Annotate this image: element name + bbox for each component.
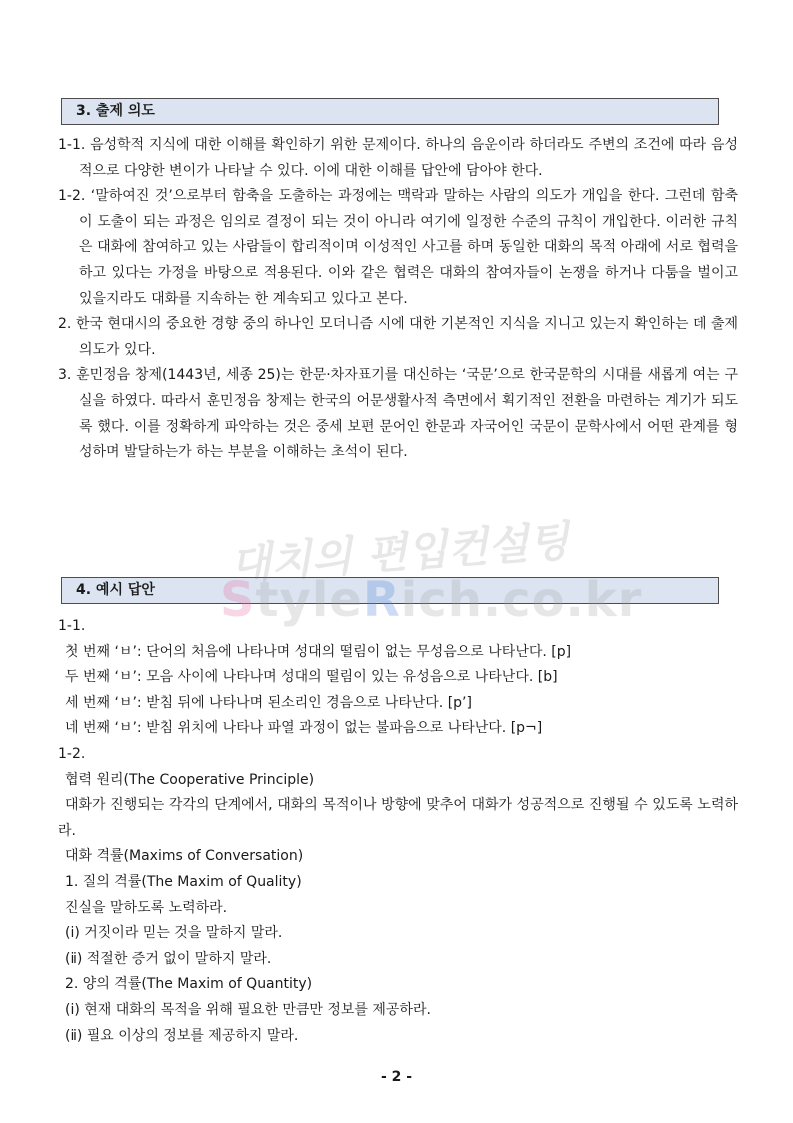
watermark-letter: S — [220, 572, 256, 628]
answer-line: 첫 번째 ‘ㅂ’: 단어의 처음에 나타나며 성대의 떨림이 없는 무성음으로 나타난다. [p] — [65, 643, 572, 660]
watermark-text: ich.co.kr — [400, 572, 643, 628]
watermark-letter: R — [362, 572, 401, 628]
intent-item: 2. 한국 현대시의 중요한 경향 중의 하나인 모더니즘 시에 대한 기본적인 지식을 지니고 있는지 확인하는 데 출제 의도가 있다. — [58, 316, 738, 358]
maxims-title: 대화 격률(Maxims of Conversation) — [65, 848, 304, 865]
section-header-intent — [61, 98, 719, 125]
maxim-line: 진실을 말하도록 노력하라. — [65, 899, 228, 916]
maxim-title: 1. 질의 격률(The Maxim of Quality) — [65, 873, 302, 890]
answer-label: 1-1. — [58, 618, 86, 634]
answer-line: 세 번째 ‘ㅂ’: 받침 뒤에 나타나며 된소리인 경음으로 나타난다. [p’] — [65, 694, 472, 711]
answer-body — [58, 614, 738, 1049]
answer-line: 두 번째 ‘ㅂ’: 모음 사이에 나타나며 성대의 떨림이 있는 유성음으로 나타난다. [b] — [65, 669, 558, 686]
section-title: 4. 예시 답안 — [76, 582, 155, 598]
section-header-answer — [61, 577, 719, 604]
intent-item: 1-1. 음성학적 지식에 대한 이해를 확인하기 위한 문제이다. 하나의 음운이라 하더라도 주변의 조건에 따라 음성적으로 다양한 변이가 나타날 수 있다. 이에 대한 이해를 답안에 담아야 한다. — [58, 137, 738, 179]
answer-label: 1-2. — [58, 745, 86, 762]
principle-title: 협력 원리(The Cooperative Principle) — [65, 771, 315, 788]
intent-list — [58, 133, 738, 466]
maxim-title: 2. 양의 격률(The Maxim of Quantity) — [65, 976, 313, 993]
maxim-line: (ⅰ) 거짓이라 믿는 것을 말하지 말라. — [65, 925, 283, 942]
page-number: - 2 - — [380, 1069, 413, 1085]
section-title: 3. 출제 의도 — [76, 103, 155, 119]
maxim-line: (ⅱ) 필요 이상의 정보를 제공하지 말라. — [65, 1027, 299, 1044]
watermark-text: tyle — [255, 572, 363, 628]
maxim-line: (ⅱ) 적절한 증거 없이 말하지 말라. — [65, 950, 272, 967]
intent-item: 3. 훈민정음 창제(1443년, 세종 25)는 한문·차자표기를 대신하는 ‘국문’으로 한국문학의 시대를 새롭게 여는 구실을 하였다. 따라서 훈민정음 창제는 한국의 어문생활사적 측면에서 획기적인 전환을 마련하는 계기가 되도록 했다. 이를 정확하게 파악하는 것은 중세 보편 문어인 한문과 자국어인 국문이 문학사에서 어떤 관계를 형성하며 발달하는가 하는 부분을 이해하는 초석이 된다. — [58, 367, 738, 461]
principle-text: 대화가 진행되는 각각의 단계에서, 대화의 목적이나 방향에 맞추어 대화가 성공적으로 진행될 수 있도록 노력하라. — [58, 797, 738, 839]
watermark-korean: 대치의 편입컨설팅 — [228, 516, 571, 589]
answer-line: 네 번째 ‘ㅂ’: 받침 위치에 나타나 파열 과정이 없는 불파음으로 나타난다. [p¬] — [65, 720, 543, 737]
intent-item: 1-2. ‘말하여진 것’으로부터 함축을 도출하는 과정에는 맥락과 말하는 사람의 의도가 개입을 한다. 그런데 함축이 도출이 되는 과정은 임의로 결정이 되는 것이 아니라 여기에 일정한 수준의 규칙이 개입한다. 이러한 규칙은 대화에 참여하고 있는 사람들이 합리적이며 이성적인 사고를 하며 동일한 대화의 목적 아래에 서로 협력을 하고 있다는 가정을 바탕으로 적용된다. 이와 같은 협력은 대화의 참여자들이 논쟁을 하거나 다툼을 벌이고 있을지라도 대화를 지속하는 한 계속되고 있다고 본다. — [58, 188, 738, 307]
maxim-line: (ⅰ) 현재 대화의 목적을 위해 필요한 만큼만 정보를 제공하라. — [65, 1001, 431, 1018]
